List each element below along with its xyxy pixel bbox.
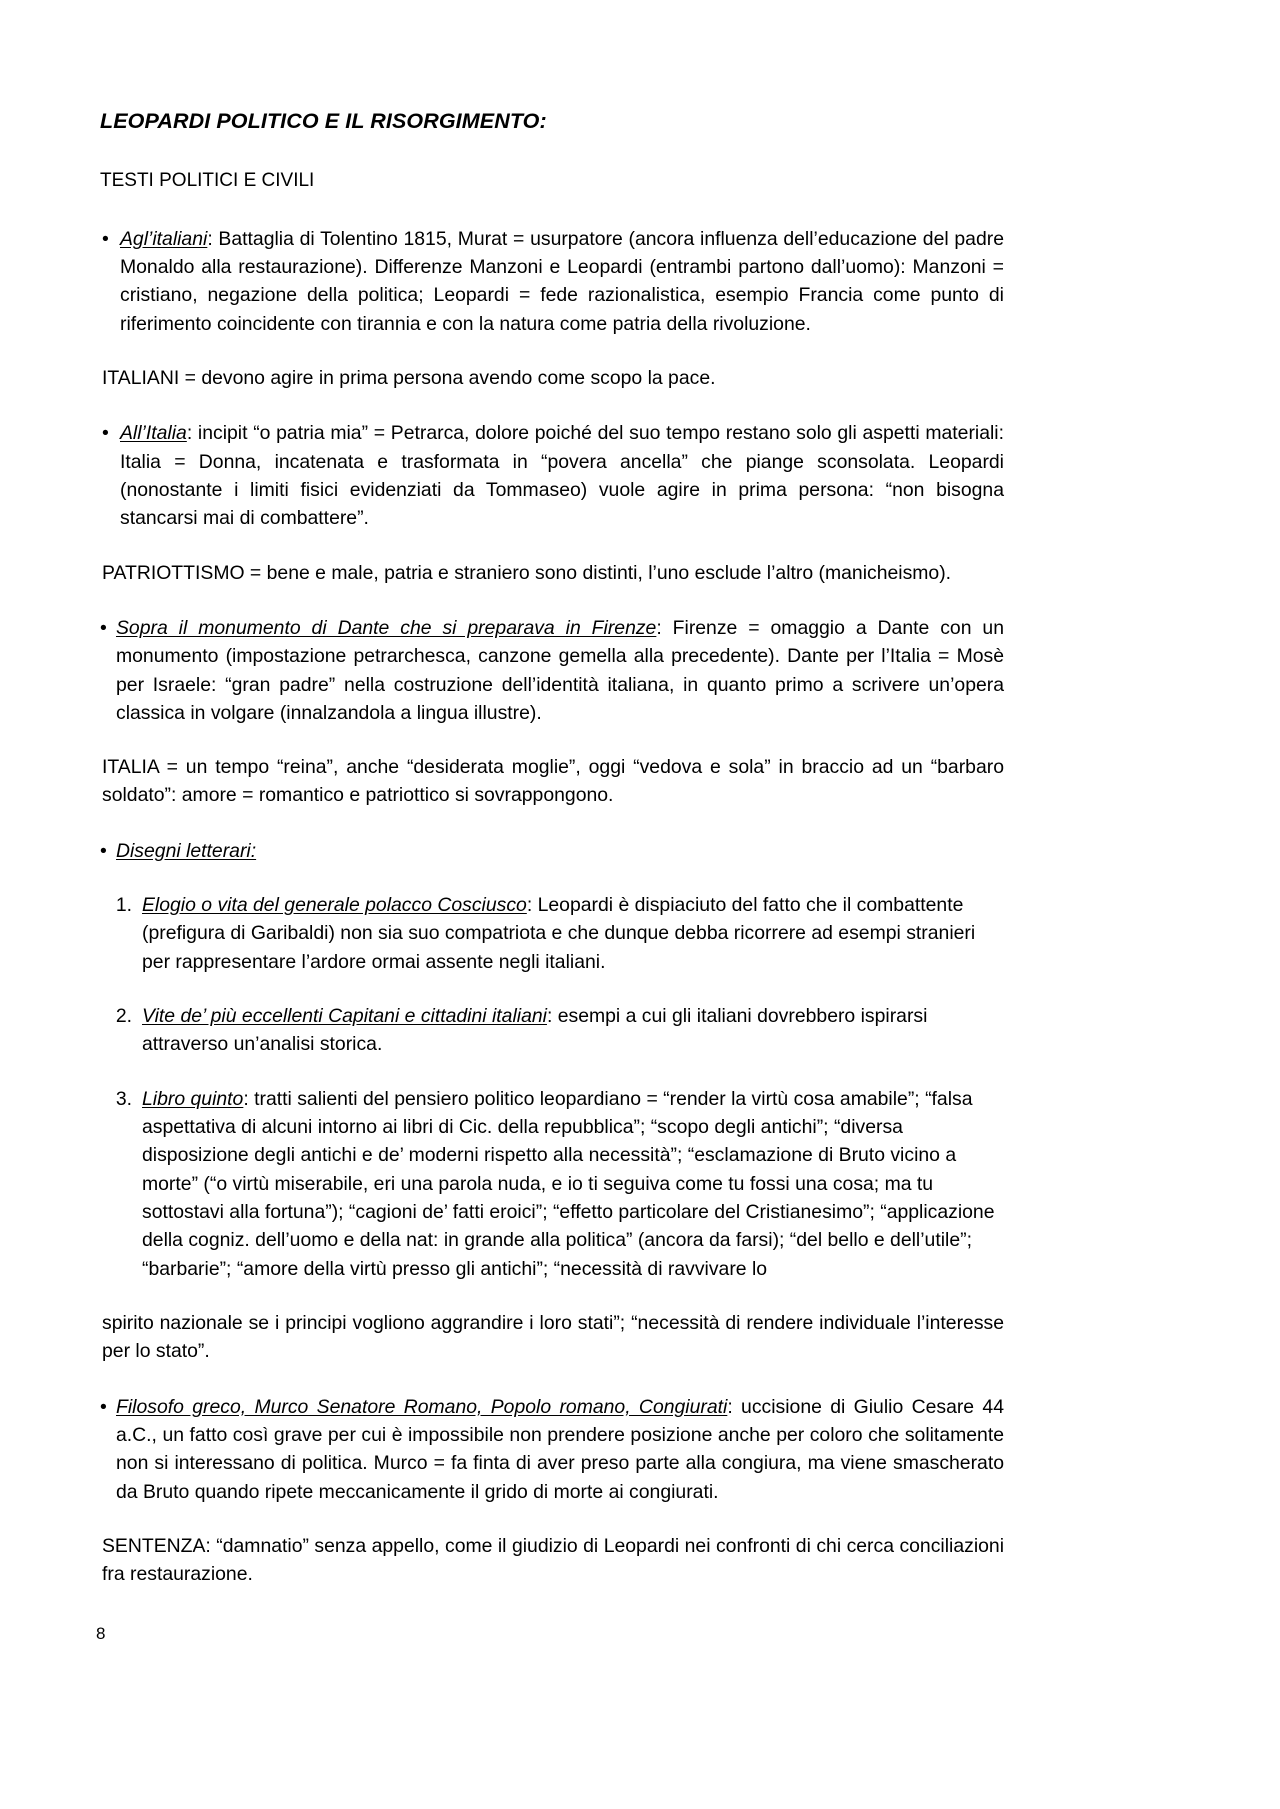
note-patriottismo: PATRIOTTISMO = bene e male, patria e straniero sono distinti, l’uno esclude l’altro (manicheismo). <box>102 561 952 584</box>
numbered-text <box>142 1085 1004 1283</box>
page-number: 8 <box>96 1624 106 1643</box>
list-number: 1. <box>115 894 132 917</box>
bullet-body-agl-italiani: : Battaglia di Tolentino 1815, Murat = usurpatore (ancora influenza dell’educazione del padre Monaldo alla restaurazione). Differenze Manzoni e Leopardi (entrambi partono dall’uomo): Manzoni = cristiano, negazione della politica; Leopardi = fede razionalistica, esempio Francia come punto di riferimento coincidente con tirannia e con la natura come patria della rivoluzione. <box>120 227 1004 335</box>
bullet-item-all-italia <box>100 419 1004 532</box>
bullet-lead-disegni-letterari: Disegni letterari: <box>116 839 257 862</box>
bullet-item-filosofo-greco <box>100 1393 1004 1506</box>
bullet-lead-all-italia: All’Italia <box>120 422 187 445</box>
bullet-marker-icon: • <box>100 839 107 862</box>
page-title: LEOPARDI POLITICO E IL RISORGIMENTO: <box>100 109 547 133</box>
numbered-body-vite-capitani: : esempi a cui gli italiani dovrebbero ispirarsi attraverso un’analisi storica. <box>142 1005 928 1056</box>
bullet-lead-agl-italiani: Agl’italiani <box>120 227 208 250</box>
numbered-item-3 <box>100 1085 1004 1283</box>
page-content <box>100 108 1004 1616</box>
numbered-item-1 <box>100 891 1004 976</box>
bullet-marker-icon: • <box>102 422 109 445</box>
bullet-body-all-italia: : incipit “o patria mia” = Petrarca, dolore poiché del suo tempo restano solo gli aspetti materiali: Italia = Donna, incatenata e trasformata in “povera ancella” che piange sconsolata. Leopardi (nonostante i limiti fisici evidenziati da Tommaseo) vuole agire in prima persona: “non bisogna stancarsi mai di combattere”. <box>120 422 1004 530</box>
bullet-lead-sopra-monumento-dante: Sopra il monumento di Dante che si preparava in Firenze <box>116 616 657 639</box>
bullet-text <box>116 837 1004 865</box>
bullet-body-sopra-monumento-dante: : Firenze = omaggio a Dante con un monumento (impostazione petrarchesca, canzone gemella alla precedente). Dante per l’Italia = Mosè per Israele: “gran padre” nella costruzione dell’identità italiana, in quanto primo a scrivere un’opera classica in volgare (innalzandola a lingua illustre). <box>116 616 1004 724</box>
bullet-item-agl-italiani <box>100 225 1004 338</box>
numbered-text <box>142 1002 1004 1059</box>
bullet-item-sopra-monumento-dante <box>100 614 1004 727</box>
section-subheading: TESTI POLITICI E CIVILI <box>100 169 315 191</box>
numbered-lead-libro-quinto: Libro quinto <box>142 1087 244 1110</box>
numbered-body-libro-quinto: : tratti salienti del pensiero politico leopardiano = “render la virtù cosa amabile”; “falsa aspettativa di alcuni intorno ai libri di Cic. della repubblica”; “scopo degli antichi”; “diversa disposizione degli antichi e de’ moderni rispetto alla necessità”; “esclamazione di Bruto vicino a morte” (“o virtù miserabile, eri una parola nuda, e io ti seguiva come tu fossi una cosa; ma tu sottostavi alla fortuna”); “cagioni de’ fatti eroici”; “effetto particolare del Cristianesimo”; “applicazione della cogniz. dell’uomo e della nat: in grande alla politica” (ancora da farsi); “del bello e dell’utile”; “barbarie”; “amore della virtù presso gli antichi”; “necessità di ravvivare lo <box>142 1087 995 1280</box>
numbered-body-elogio-cosciusco: : Leopardi è dispiaciuto del fatto che il combattente (prefigura di Garibaldi) non sia suo compatriota e che dunque debba ricorrere ad esempi stranieri per rappresentare l’ardore ormai assente negli italiani. <box>142 894 976 973</box>
note-italiani: ITALIANI = devono agire in prima persona avendo come scopo la pace. <box>102 366 716 389</box>
continuation-paragraph: spirito nazionale se i principi vogliono aggrandire i loro stati”; “necessità di rendere individuale l’interesse per lo stato”. <box>102 1312 1004 1363</box>
bullet-marker-icon: • <box>100 616 107 639</box>
bullet-marker-icon: • <box>100 1395 107 1418</box>
list-number: 2. <box>115 1005 132 1028</box>
bullet-text <box>120 225 1004 338</box>
bullet-marker-icon: • <box>102 227 109 250</box>
numbered-text <box>142 891 1004 976</box>
bullet-item-disegni-letterari <box>100 837 1004 865</box>
bullet-lead-filosofo-greco: Filosofo greco, Murco Senatore Romano, Popolo romano, Congiurati <box>116 1395 728 1418</box>
note-italia: ITALIA = un tempo “reina”, anche “desiderata moglie”, oggi “vedova e sola” in braccio ad un “barbaro soldato”: amore = romantico e patriottico si sovrappongono. <box>102 756 1004 807</box>
numbered-lead-vite-capitani: Vite de’ più eccellenti Capitani e cittadini italiani <box>142 1005 547 1028</box>
bullet-text <box>116 1393 1004 1506</box>
note-sentenza: SENTENZA: “damnatio” senza appello, come il giudizio di Leopardi nei confronti di chi cerca conciliazioni fra restaurazione. <box>102 1535 1004 1586</box>
numbered-item-2 <box>100 1002 1004 1059</box>
list-number: 3. <box>115 1087 132 1110</box>
numbered-lead-elogio-cosciusco: Elogio o vita del generale polacco Cosciusco <box>142 894 527 917</box>
bullet-body-filosofo-greco: : uccisione di Giulio Cesare 44 a.C., un fatto così grave per cui è impossibile non prendere posizione anche per coloro che solitamente non si interessano di politica. Murco = fa finta di aver preso parte alla congiura, ma viene smascherato da Bruto quando ripete meccanicamente il grido di morte ai congiurati. <box>116 1395 1004 1503</box>
bullet-text <box>120 419 1004 532</box>
bullet-text <box>116 614 1004 727</box>
